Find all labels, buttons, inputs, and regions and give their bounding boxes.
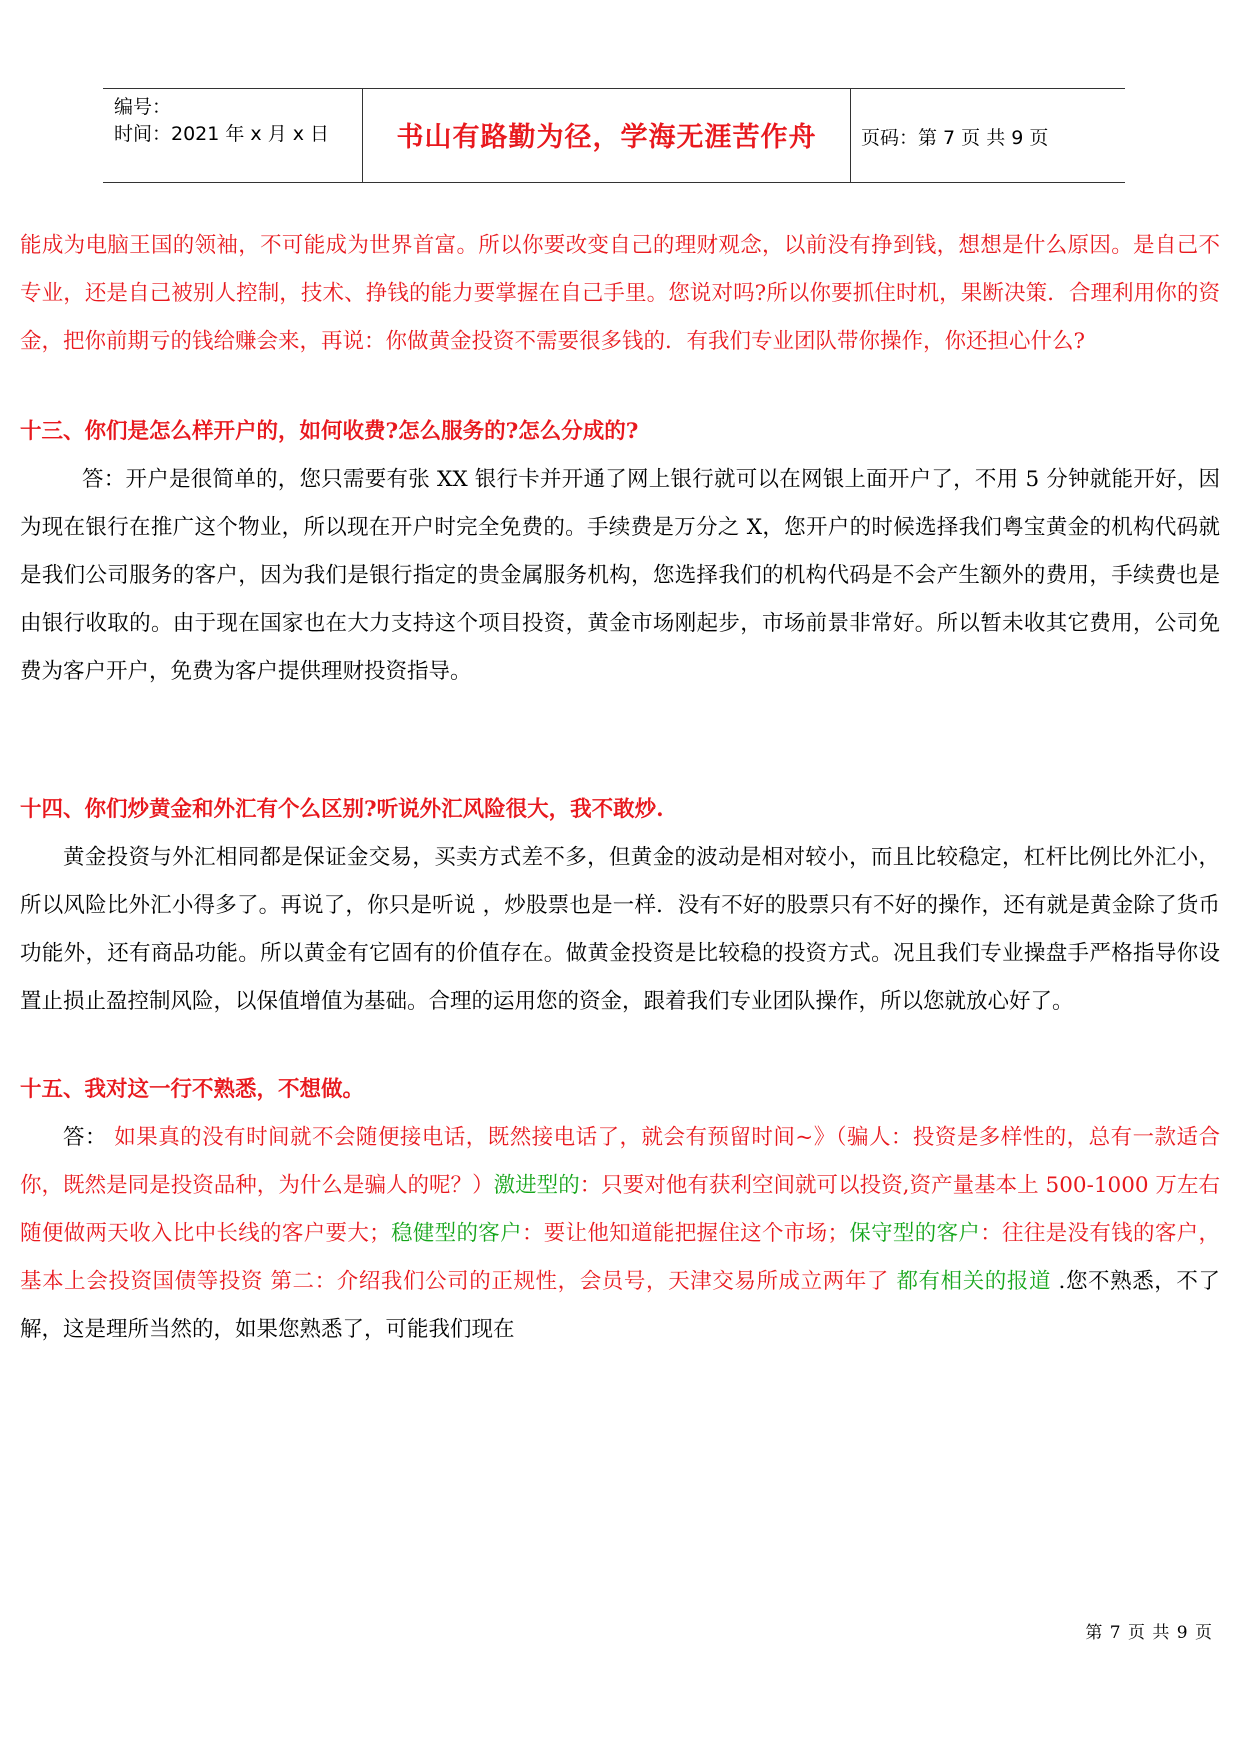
section-15-text-red: 如果真的没有时间就不会随便接电话，既然接电话了，就会有预留时间~》（骗人：投资是多样性的，总有一款适合你，既然是同是投资品种，为什么是骗人的呢？） <box>20 1125 1220 1198</box>
section-15-body <box>20 1114 1220 1354</box>
section-13-body: 答：开户是很简单的，您只需要有张 XX 银行卡并开通了网上银行就可以在网银上面开户了，不用 5 分钟就能开好，因为现在银行在推广这个物业，所以现在开户时完全免费的。手续费是万分之 X，您开户的时候选择我们粤宝黄金的机构代码就是我们公司服务的客户，因为我们是银行指定的贵金属服务机构，您选择我们的机构代码是不会产生额外的费用，手续费也是由银行收取的。由于现在国家也在大力支持这个项目投资，黄金市场刚起步，市场前景非常好。所以暂未收其它费用，公司免费为客户开户，免费为客户提供理财投资指导。 <box>20 467 1220 684</box>
header-page-number: 页码：第 7 页 共 9 页 <box>861 127 1049 149</box>
steady-type-label: 稳健型的客户 <box>390 1221 522 1246</box>
section-14-heading: 十四、你们炒黄金和外汇有个么区别?听说外汇风险很大，我不敢炒. <box>20 797 664 822</box>
page-footer: 第 7 页 共 9 页 <box>1085 1623 1213 1643</box>
section-15-answer-label: 答： <box>63 1125 115 1150</box>
section-13-heading: 十三、你们是怎么样开户的，如何收费?怎么服务的?怎么分成的? <box>20 419 639 444</box>
doc-number-label: 编号： <box>114 96 172 118</box>
intro-paragraph: 能成为电脑王国的领袖，不可能成为世界首富。所以你要改变自己的理财观念，以前没有挣到钱，想想是什么原因。是自己不专业，还是自己被别人控制，技术、挣钱的能力要掌握在自己手里。您说对吗?所以你要抓住时机，果断决策．合理利用你的资金，把你前期亏的钱给赚会来，再说：你做黄金投资不需要很多钱的．有我们专业团队带你操作，你还担心什么? <box>20 233 1220 354</box>
aggressive-type-text: ：只要对他有获利空间就可以投资,资产量基本上 500-1000 万左右随便做两天收入比中长线的客户要大； <box>20 1173 1220 1246</box>
conservative-type-text: ：往往是没有钱的客户，基本上会投资国债等投资 第二：介绍我们公司的正规性，会员号，天津交易所成立两年了 <box>20 1221 1220 1294</box>
related-reports-text: 都有相关的报道 <box>896 1269 1059 1294</box>
document-body <box>20 222 1220 1354</box>
conservative-type-label: 保守型的客户 <box>848 1221 981 1246</box>
header-motto-cell <box>362 89 851 182</box>
header-meta-cell <box>103 89 362 182</box>
header-motto: 书山有路勤为径，学海无涯苦作舟 <box>396 122 817 153</box>
section-15-text-end: .您不熟悉，不了解，这是理所当然的，如果您熟悉了，可能我们现在 <box>20 1269 1220 1342</box>
aggressive-type-label: 激进型的 <box>493 1173 580 1198</box>
section-15-heading: 十五、我对这一行不熟悉，不想做。 <box>20 1077 365 1102</box>
steady-type-text: ：要让他知道能把握住这个市场； <box>521 1221 849 1246</box>
section-14-body: 黄金投资与外汇相同都是保证金交易，买卖方式差不多，但黄金的波动是相对较小，而且比较稳定，杠杆比例比外汇小，所以风险比外汇小得多了。再说了，你只是听说 ，炒股票也是一样．没有不好的股票只有不好的操作，还有就是黄金除了货币功能外，还有商品功能。所以黄金有它固有的价值存在。做黄金投资是比较稳的投资方式。况且我们专业操盘手严格指导你设置止损止盈控制风险，以保值增值为基础。合理的运用您的资金，跟着我们专业团队操作，所以您就放心好了。 <box>20 845 1220 1014</box>
page-header <box>103 88 1125 183</box>
header-page-cell <box>850 89 1125 182</box>
time-label: 时间：2021 年 x 月 x 日 <box>114 123 330 145</box>
